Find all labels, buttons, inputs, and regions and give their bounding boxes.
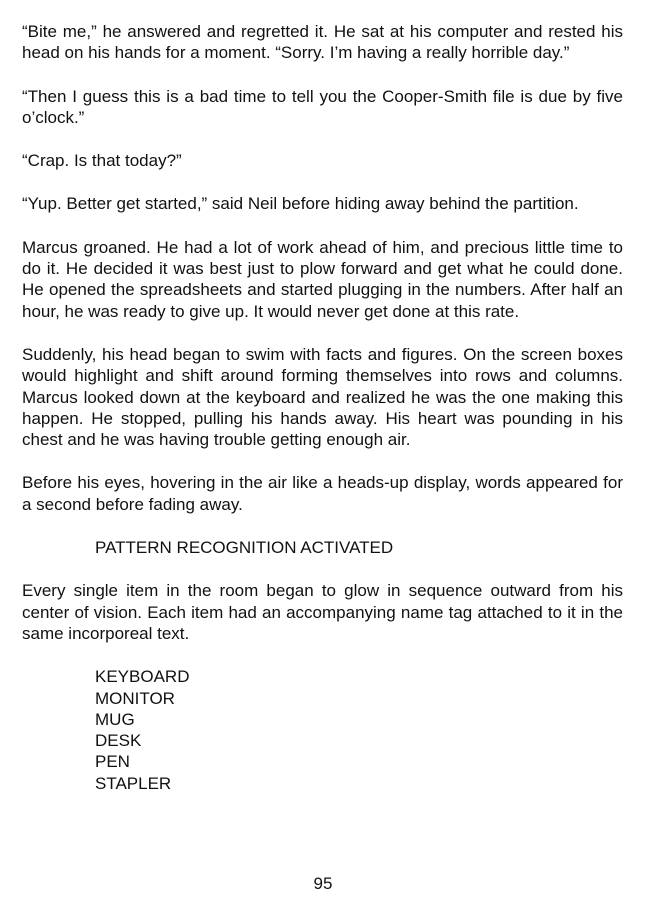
page-number: 95: [313, 874, 333, 893]
system-message: PATTERN RECOGNITION ACTIVATED: [95, 538, 394, 558]
name-tag-item: PEN: [95, 752, 130, 772]
paragraph-bite-me: “Bite me,” he answered and regretted it. He sat at his computer and rested his head on his hands for a moment. “Sorry. I’m having a really horrible day.”: [22, 22, 623, 63]
paragraph-heads-up-display: Before his eyes, hovering in the air like a heads-up display, words appeared for a second before fading away.: [22, 473, 623, 514]
name-tag-item: DESK: [95, 731, 142, 751]
name-tag-list: [22, 666, 623, 794]
name-tag-item: MUG: [95, 709, 135, 729]
name-tag-item: STAPLER: [95, 773, 172, 793]
paragraph-head-swim: Suddenly, his head began to swim with facts and figures. On the screen boxes would highlight and shift around forming themselves into rows and columns. Marcus looked down at the keyboard and realized he was the one making this happen. He stopped, pulling his hands away. His heart was pounding in his chest and he was having trouble getting enough air.: [22, 344, 623, 450]
page-body: [22, 21, 623, 794]
name-tag-item: KEYBOARD: [95, 667, 190, 687]
paragraph-glow-sequence: Every single item in the room began to glow in sequence outward from his center of vision. Each item had an accompanying name tag attached to it in the same incorporeal text.: [22, 581, 623, 643]
paragraph-marcus-groaned: Marcus groaned. He had a lot of work ahead of him, and precious little time to do it. He decided it was best just to plow forward and get what he could done. He opened the spreadsheets and started plugging in the numbers. After half an hour, he was ready to give up. It would never get done at this rate.: [22, 237, 623, 321]
name-tag-item: MONITOR: [95, 688, 175, 708]
paragraph-cooper-smith-file: “Then I guess this is a bad time to tell you the Cooper-Smith file is due by five o’clock.”: [22, 86, 623, 127]
paragraph-neil-partition: “Yup. Better get started,” said Neil before hiding away behind the partition.: [22, 194, 579, 214]
paragraph-crap: “Crap. Is that today?”: [22, 151, 182, 171]
